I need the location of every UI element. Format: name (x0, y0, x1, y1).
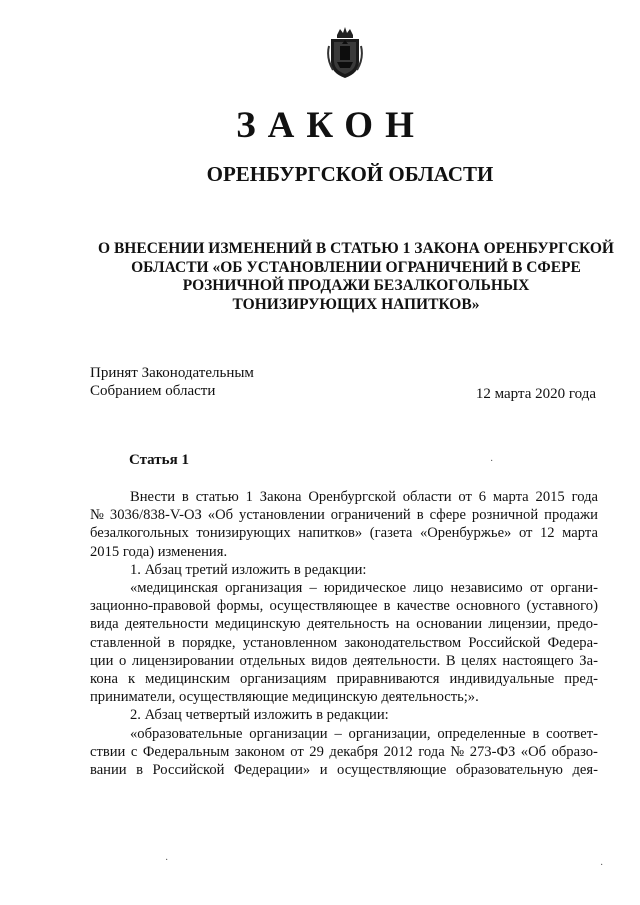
law-title: ЗАКОН (236, 105, 426, 146)
article-title: Статья 1 (129, 452, 189, 468)
body-line: 1. Абзац третий изложить в редакции: (130, 561, 367, 578)
adoption-date: 12 марта 2020 года (475, 386, 596, 402)
scan-speck: · (490, 456, 494, 467)
body-line: 2. Абзац четвертый изложить в редакции: (130, 707, 389, 724)
body-line: ставленной в порядке, установленном законодательством Российской Федера- (90, 634, 598, 651)
body-line: ствии с Федеральным законом от 29 декабря 2012 года № 273-ФЗ «Об образо- (90, 743, 598, 760)
body-line: безалкогольных тонизирующих напитков» (газета «Оренбуржье» от 12 марта (90, 525, 598, 542)
body-line: 2015 года) изменения. (90, 543, 228, 560)
adoption-line: Принят Законодательным (90, 365, 254, 381)
region-title: ОРЕНБУРГСКОЙ ОБЛАСТИ (206, 162, 494, 186)
body-line: «медицинская организация – юридическое лицо независимо от органи- (130, 580, 598, 597)
scan-speck: · (165, 855, 169, 866)
subject-line: ОБЛАСТИ «ОБ УСТАНОВЛЕНИИ ОГРАНИЧЕНИЙ В СФЕРЕ (131, 258, 581, 276)
body-line: «образовательные организации – организации, определенные в соответ- (130, 725, 598, 742)
body-line: Внести в статью 1 Закона Оренбургской области от 6 марта 2015 года (130, 489, 598, 505)
body-line: № 3036/838-V-ОЗ «Об установлении ограничений в сфере розничной продажи (90, 507, 598, 524)
body-line: вида деятельности медицинскую деятельность на основании лицензии, предо- (90, 616, 598, 633)
scan-speck: · (600, 860, 604, 871)
body-line: кона к медицинским организациям приравниваются индивидуальные пред- (90, 671, 598, 688)
body-line: приниматели, осуществляющие медицинскую деятельность;». (90, 689, 479, 706)
subject-line: О ВНЕСЕНИИ ИЗМЕНЕНИЙ В СТАТЬЮ 1 ЗАКОНА ОРЕНБУРГСКОЙ (98, 240, 614, 257)
subject-line: ТОНИЗИРУЮЩИХ НАПИТКОВ» (232, 295, 480, 313)
law-subject (96, 240, 616, 314)
body-line: ции о лицензировании отдельных видов деятельности. В целях настоящего За- (90, 652, 598, 669)
body-line: вании в Российской Федерации» и осуществляющие образовательную дея- (90, 762, 598, 779)
subject-line: РОЗНИЧНОЙ ПРОДАЖИ БЕЗАЛКОГОЛЬНЫХ (182, 277, 530, 294)
coat-of-arms-icon (325, 26, 365, 80)
adoption-line: Собранием области (90, 383, 216, 399)
adoption-note (90, 364, 254, 400)
body-line: зационно-правовой формы, осуществляющее в качестве основного (уставного) (90, 598, 598, 615)
article-body (90, 488, 598, 779)
